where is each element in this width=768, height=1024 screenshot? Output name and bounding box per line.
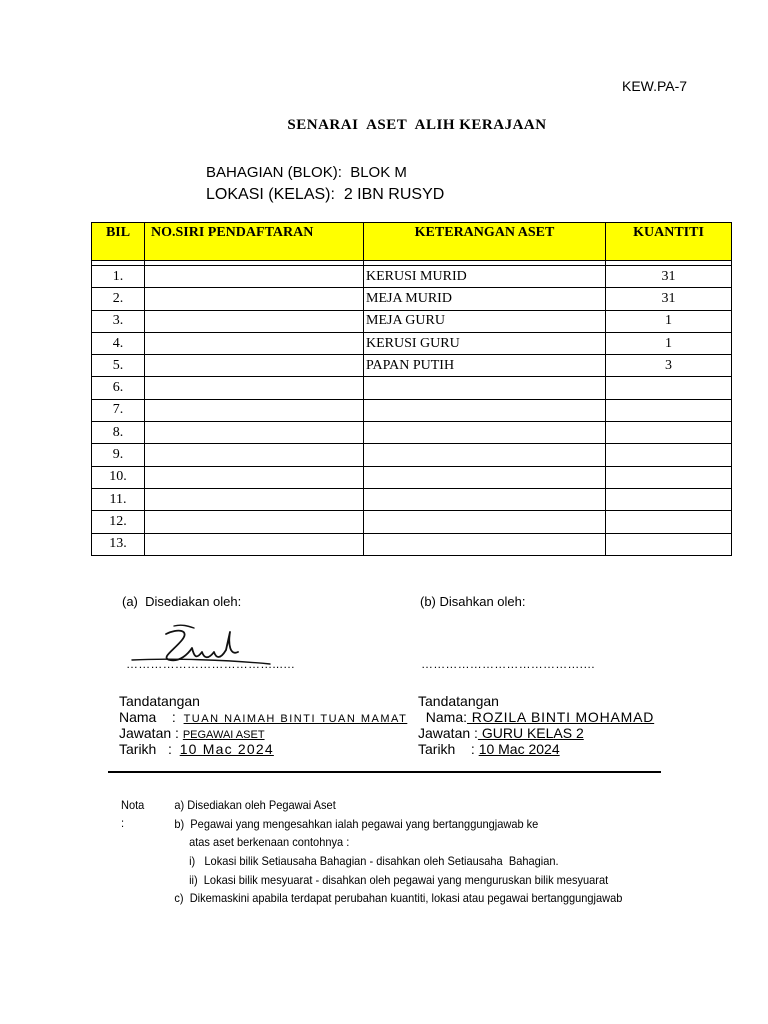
table-row: [92, 310, 732, 332]
table-row: [92, 332, 732, 354]
note-b-i: i) Lokasi bilik Setiausaha Bahagian - disahkan oleh Setiausaha Bahagian.: [189, 854, 559, 868]
cell-keterangan: [364, 399, 606, 421]
preparer-name-row: [119, 709, 407, 725]
signature-line-a: ………………………………...…: [126, 657, 296, 671]
prepared-by-label: (a) Disediakan oleh:: [122, 594, 242, 609]
cell-kuantiti: [606, 533, 732, 555]
preparer-details: [119, 693, 407, 757]
cell-bil: 7.: [92, 399, 145, 421]
table-row: [92, 266, 732, 288]
cell-bil: 13.: [92, 533, 145, 555]
cell-kuantiti: 31: [606, 266, 732, 288]
cell-no-siri: [145, 488, 364, 510]
cell-keterangan: KERUSI GURU: [364, 332, 606, 354]
approver-date: 10 Mac 2024: [478, 741, 560, 757]
table-row: [92, 399, 732, 421]
table-row: [92, 422, 732, 444]
table-header-row: [92, 223, 732, 261]
asset-table: [91, 222, 732, 556]
table-body: [92, 261, 732, 556]
cell-keterangan: PAPAN PUTIH: [364, 355, 606, 377]
approver-date-row: [418, 741, 654, 757]
preparer-date-row: [119, 741, 407, 757]
cell-kuantiti: [606, 466, 732, 488]
cell-no-siri: [145, 355, 364, 377]
cell-kuantiti: [606, 444, 732, 466]
cell-bil: 2.: [92, 288, 145, 310]
cell-keterangan: [364, 444, 606, 466]
cell-keterangan: [364, 533, 606, 555]
cell-bil: 5.: [92, 355, 145, 377]
cell-kuantiti: [606, 511, 732, 533]
cell-bil: 1.: [92, 266, 145, 288]
cell-keterangan: [364, 466, 606, 488]
note-b: b) Pegawai yang mengesahkan ialah pegawai yang bertanggungjawab ke: [174, 817, 539, 831]
approver-name: ROZILA BINTI MOHAMAD: [467, 709, 655, 725]
table-row: [92, 533, 732, 555]
note-b-ii: ii) Lokasi bilik mesyuarat - disahkan oleh pegawai yang menguruskan bilik mesyuarat: [189, 873, 609, 887]
cell-no-siri: [145, 377, 364, 399]
cell-kuantiti: 31: [606, 288, 732, 310]
preparer-signature-label: Tandatangan: [119, 693, 200, 709]
cell-keterangan: KERUSI MURID: [364, 266, 606, 288]
cell-keterangan: [364, 488, 606, 510]
cell-bil: 12.: [92, 511, 145, 533]
approver-position-label: Jawatan :: [418, 725, 478, 741]
signature-line-b: ………………………………….…: [421, 657, 596, 671]
preparer-position-row: [119, 725, 407, 741]
cell-kuantiti: 1: [606, 310, 732, 332]
cell-bil: 3.: [92, 310, 145, 332]
cell-kuantiti: [606, 422, 732, 444]
cell-bil: 4.: [92, 332, 145, 354]
bahagian-line: BAHAGIAN (BLOK): BLOK M: [206, 164, 407, 181]
header-keterangan: KETERANGAN ASET: [364, 223, 606, 261]
preparer-name-label: Nama :: [119, 709, 176, 725]
cell-kuantiti: 1: [606, 332, 732, 354]
divider-line: [108, 771, 661, 773]
preparer-date: 10 Mac 2024: [179, 741, 274, 757]
cell-keterangan: [364, 511, 606, 533]
lokasi-line: LOKASI (KELAS): 2 IBN RUSYD: [206, 186, 445, 203]
header-kuantiti: KUANTITI: [606, 223, 732, 261]
cell-kuantiti: [606, 399, 732, 421]
approver-name-row: [418, 709, 654, 725]
table-row: [92, 466, 732, 488]
cell-no-siri: [145, 444, 364, 466]
preparer-date-label: Tarikh :: [119, 741, 172, 757]
approver-position-row: [418, 725, 654, 741]
preparer-name: TUAN NAIMAH BINTI TUAN MAMAT: [183, 713, 408, 725]
cell-no-siri: [145, 422, 364, 444]
approver-signature-label: Tandatangan: [418, 693, 499, 709]
cell-keterangan: MEJA GURU: [364, 310, 606, 332]
cell-no-siri: [145, 288, 364, 310]
note-b-continued: atas aset berkenaan contohnya :: [189, 835, 350, 849]
notes-label: Nota :: [121, 798, 145, 830]
approver-position: GURU KELAS 2: [477, 725, 584, 741]
table-row: [92, 377, 732, 399]
form-code: KEW.PA-7: [622, 78, 688, 94]
cell-no-siri: [145, 466, 364, 488]
document-title: SENARAI ASET ALIH KERAJAAN: [287, 117, 547, 133]
cell-bil: 11.: [92, 488, 145, 510]
cell-keterangan: [364, 422, 606, 444]
header-bil: BIL: [92, 223, 145, 261]
preparer-position: PEGAWAI ASET: [182, 729, 265, 741]
cell-bil: 6.: [92, 377, 145, 399]
cell-bil: 8.: [92, 422, 145, 444]
cell-no-siri: [145, 310, 364, 332]
table-row: [92, 511, 732, 533]
cell-no-siri: [145, 533, 364, 555]
approver-name-label: Nama:: [425, 709, 468, 725]
table-row: [92, 355, 732, 377]
cell-no-siri: [145, 511, 364, 533]
cell-keterangan: MEJA MURID: [364, 288, 606, 310]
cell-bil: 10.: [92, 466, 145, 488]
approver-date-label: Tarikh :: [418, 741, 475, 757]
cell-kuantiti: 3: [606, 355, 732, 377]
table-row: [92, 444, 732, 466]
cell-bil: 9.: [92, 444, 145, 466]
cell-kuantiti: [606, 377, 732, 399]
cell-no-siri: [145, 399, 364, 421]
approved-by-label: (b) Disahkan oleh:: [420, 594, 526, 609]
note-a: a) Disediakan oleh Pegawai Aset: [174, 798, 336, 812]
approver-details: [418, 693, 654, 757]
cell-no-siri: [145, 332, 364, 354]
cell-kuantiti: [606, 488, 732, 510]
table-row: [92, 488, 732, 510]
header-no-siri: NO.SIRI PENDAFTARAN: [145, 223, 364, 261]
cell-no-siri: [145, 266, 364, 288]
table-row: [92, 288, 732, 310]
cell-keterangan: [364, 377, 606, 399]
note-c: c) Dikemaskini apabila terdapat perubahan kuantiti, lokasi atau pegawai bertanggungjawab: [174, 891, 623, 905]
preparer-position-label: Jawatan :: [119, 725, 179, 741]
